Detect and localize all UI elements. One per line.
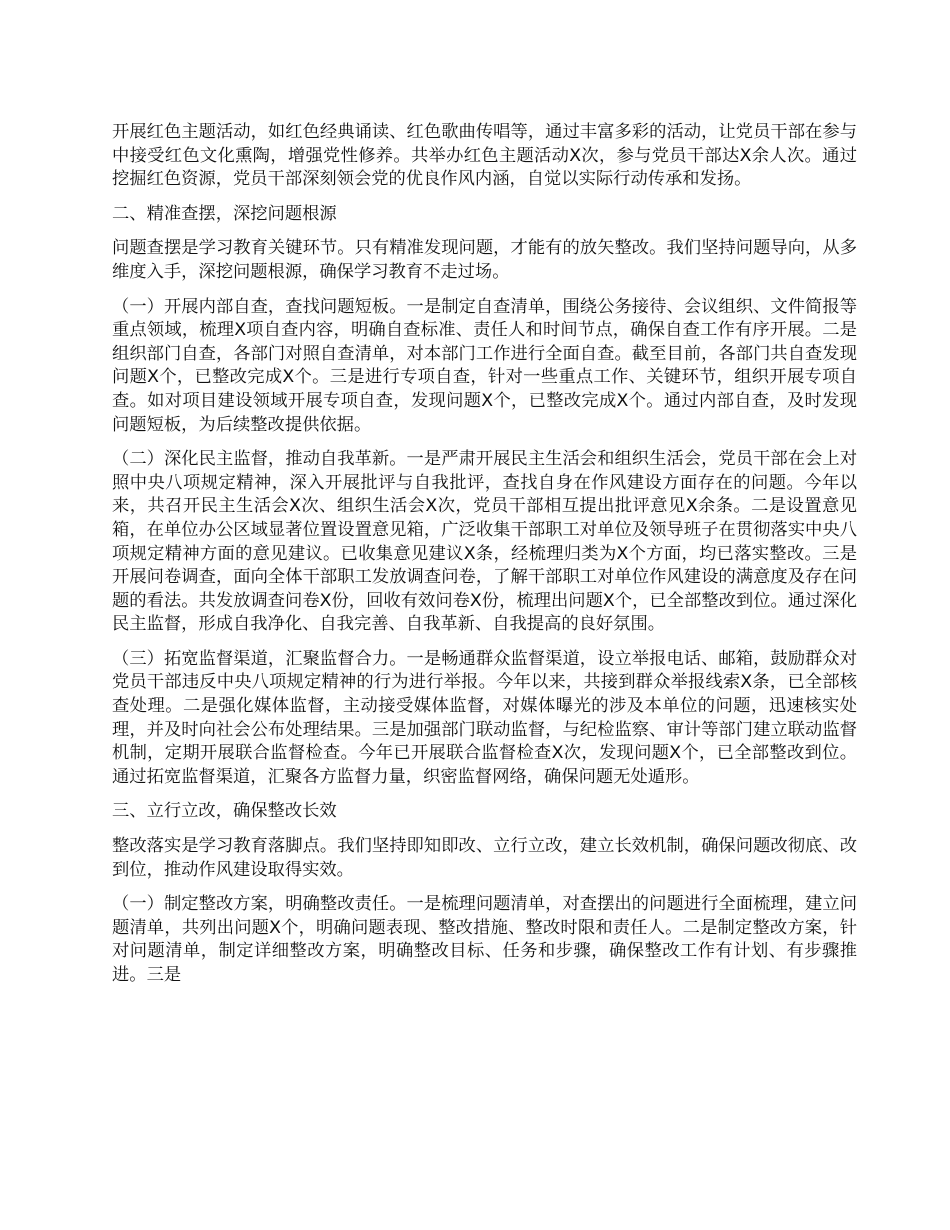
- section-heading-2: 二、精准查摆，深挖问题根源: [112, 203, 337, 224]
- paragraph-red-theme-activities: 开展红色主题活动，如红色经典诵读、红色歌曲传唱等，通过丰富多彩的活动，让党员干部在参与中接受红色文化熏陶，增强党性修养。共举办红色主题活动X次，参与党员干部达X余人次。通过挖掘红色资源，党员干部深刻领会党的优良作风内涵，自觉以实际行动传承和发扬。: [112, 122, 857, 190]
- paragraph-internal-self-check: （一）开展内部自查，查找问题短板。一是制定自查清单，围绕公务接待、会议组织、文件简报等重点领域，梳理X项自查内容，明确自查标准、责任人和时间节点，确保自查工作有序开展。二是组织部门自查，各部门对照自查清单，对本部门工作进行全面自查。截至目前，各部门共自查发现问题X个，已整改完成X个。三是进行专项自查，针对一些重点工作、关键环节，组织开展专项自查。如对项目建设领域开展专项自查，发现问题X个，已整改完成X个。通过内部自查，及时发现问题短板，为后续整改提供依据。: [112, 296, 857, 435]
- document-body: [112, 121, 857, 999]
- paragraph-democratic-supervision: （二）深化民主监督，推动自我革新。一是严肃开展民主生活会和组织生活会，党员干部在会上对照中央八项规定精神，深入开展批评与自我批评，查找自身在作风建设方面存在的问题。今年以来，共召开民主生活会X次、组织生活会X次，党员干部相互提出批评意见X余条。二是设置意见箱，在单位办公区域显著位置设置意见箱，广泛收集干部职工对单位及领导班子在贯彻落实中央八项规定精神方面的意见建议。已收集意见建议X条，经梳理归类为X个方面，均已落实整改。三是开展问卷调查，面向全体干部职工发放调查问卷，了解干部职工对单位作风建设的满意度及存在问题的看法。共发放调查问卷X份，回收有效问卷X份，梳理出问题X个，已全部整改到位。通过深化民主监督，形成自我净化、自我完善、自我革新、自我提高的良好氛围。: [112, 449, 857, 635]
- paragraph-problem-finding-intro: 问题查摆是学习教育关键环节。只有精准发现问题，才能有的放矢整改。我们坚持问题导向，从多维度入手，深挖问题根源，确保学习教育不走过场。: [112, 238, 857, 282]
- section-heading-3: 三、立行立改，确保整改长效: [112, 801, 337, 822]
- paragraph-rectification-intro: 整改落实是学习教育落脚点。我们坚持即知即改、立行立改，建立长效机制，确保问题改彻底、改到位，推动作风建设取得实效。: [112, 836, 857, 880]
- paragraph-rectification-plan: （一）制定整改方案，明确整改责任。一是梳理问题清单，对查摆出的问题进行全面梳理，建立问题清单，共列出问题X个，明确问题表现、整改措施、整改时限和责任人。二是制定整改方案，针对问题清单，制定详细整改方案，明确整改目标、任务和步骤，确保整改工作有计划、有步骤推进。三是: [112, 894, 857, 985]
- paragraph-supervision-channels: （三）拓宽监督渠道，汇聚监督合力。一是畅通群众监督渠道，设立举报电话、邮箱，鼓励群众对党员干部违反中央八项规定精神的行为进行举报。今年以来，共接到群众举报线索X条，已全部核查处理。二是强化媒体监督，主动接受媒体监督，对媒体曝光的涉及本单位的问题，迅速核实处理，并及时向社会公布处理结果。三是加强部门联动监督，与纪检监察、审计等部门建立联动监督机制，定期开展联合监督检查。今年已开展联合监督检查X次，发现问题X个，已全部整改到位。通过拓宽监督渠道，汇聚各方监督力量，织密监督网络，确保问题无处遁形。: [112, 648, 857, 787]
